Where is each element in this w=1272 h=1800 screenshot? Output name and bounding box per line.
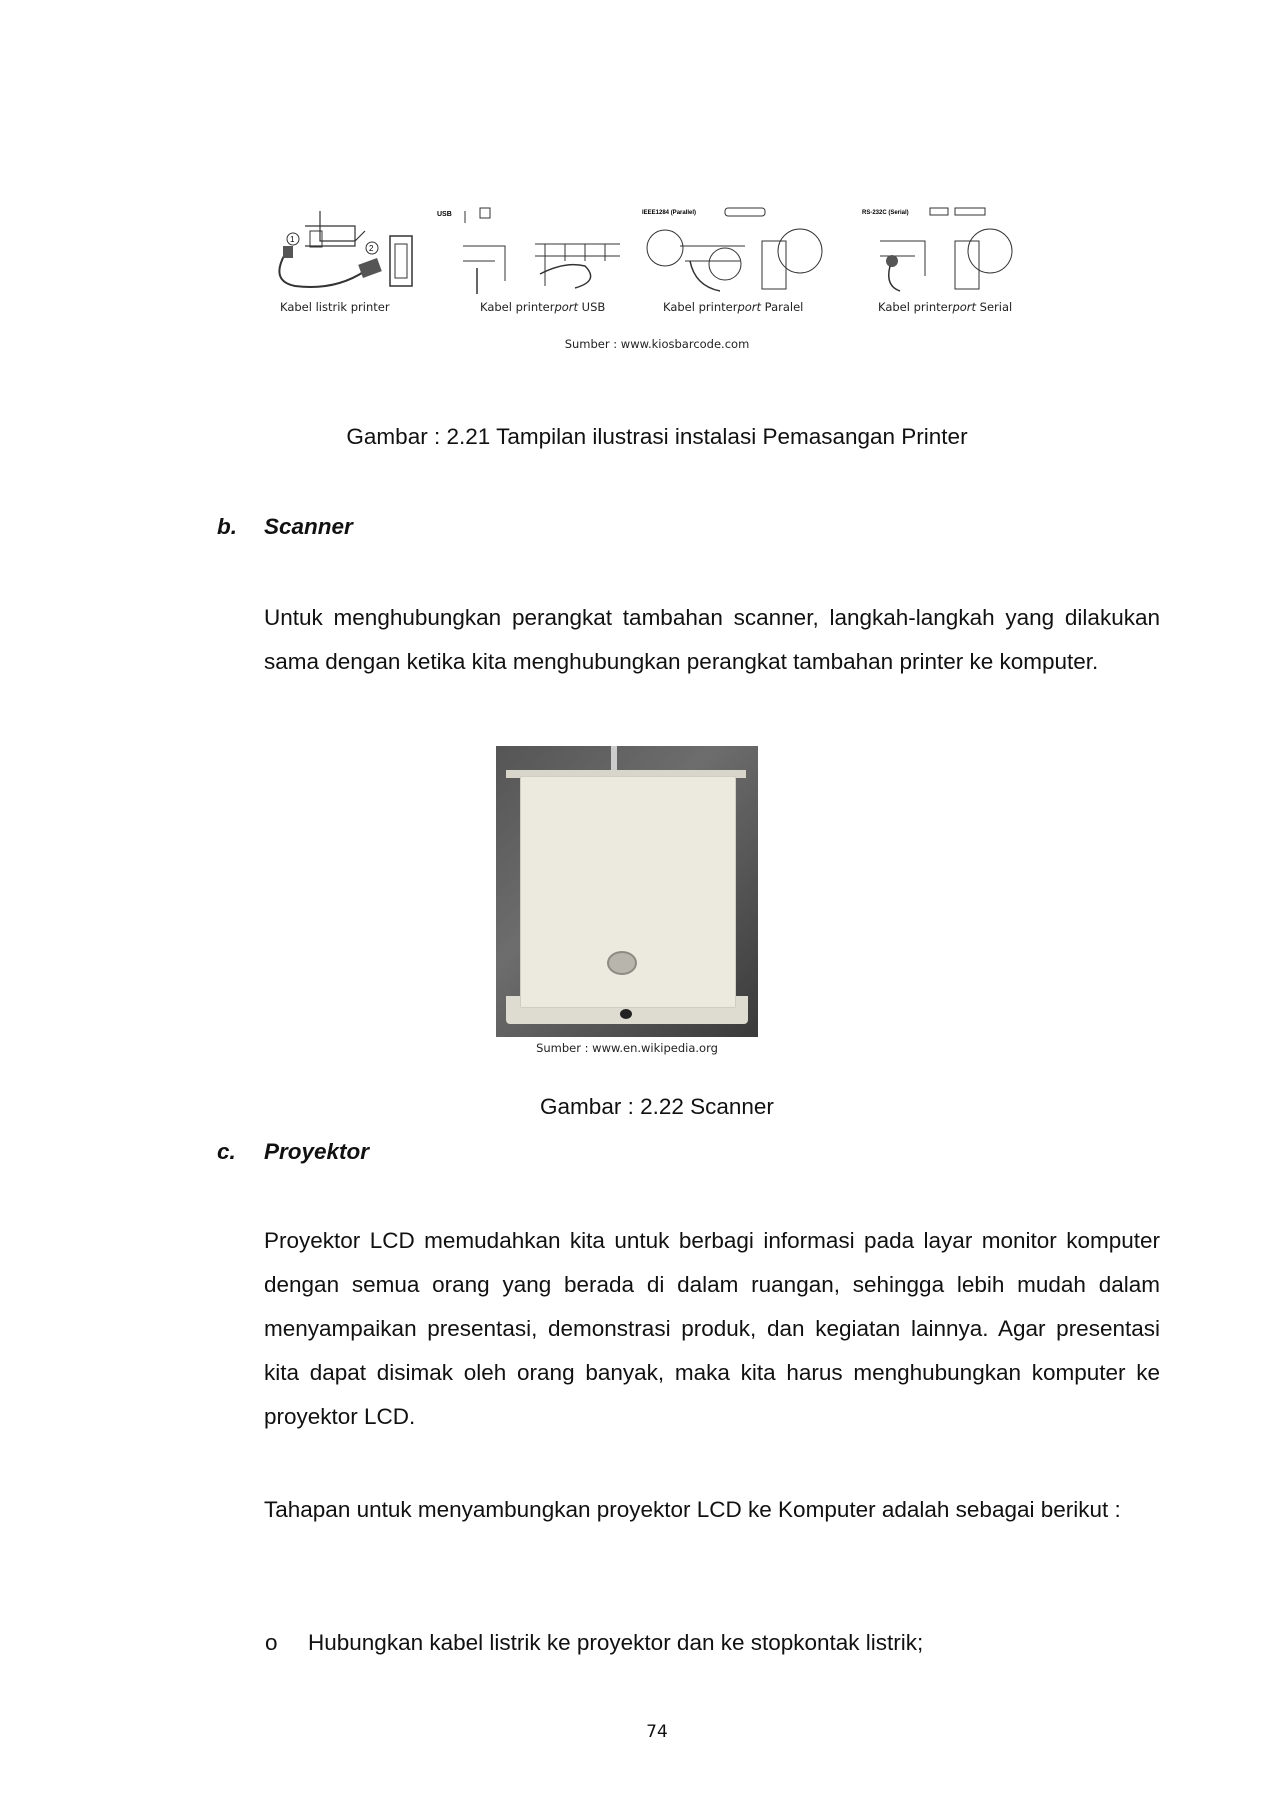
list-item: Hubungkan kabel listrik ke proyektor dan ke stopkontak listrik; bbox=[308, 1630, 924, 1655]
svg-text:RS-232C (Serial): RS-232C (Serial) bbox=[862, 210, 909, 216]
figure-label-usb: Kabel printerport USB bbox=[480, 300, 606, 314]
figure-label-serial: Kabel printerport Serial bbox=[878, 300, 1013, 314]
parallel-cable-illustration bbox=[640, 206, 830, 296]
power-cable-illustration bbox=[265, 206, 425, 296]
usb-cable-illustration bbox=[435, 206, 620, 296]
section-title: Scanner bbox=[264, 514, 353, 539]
svg-text:2: 2 bbox=[369, 244, 374, 253]
paragraph: Proyektor LCD memudahkan kita untuk berbagi informasi pada layar monitor komputer dengan semua orang yang berada di dalam ruangan, sehingga lebih mudah dalam menyampaikan presentasi, demonstrasi produk, dan kegiatan lainnya. Agar presentasi kita dapat disimak oleh orang banyak, maka kita harus menghubungkan komputer ke proyektor LCD. bbox=[264, 1228, 1160, 1429]
svg-text:USB: USB bbox=[437, 211, 452, 218]
section-marker: b. bbox=[217, 514, 237, 539]
figure-caption: Gambar : 2.21 Tampilan ilustrasi instalasi Pemasangan Printer bbox=[346, 424, 968, 449]
bullet-marker: o bbox=[265, 1630, 278, 1655]
serial-cable-illustration bbox=[860, 206, 1030, 296]
paragraph: Tahapan untuk menyambungkan proyektor LCD ke Komputer adalah sebagai berikut : bbox=[264, 1497, 1121, 1522]
figure-label-power: Kabel listrik printer bbox=[280, 300, 390, 314]
scanner-port bbox=[620, 1009, 632, 1019]
figure-caption: Gambar : 2.22 Scanner bbox=[540, 1094, 774, 1119]
paragraph: Untuk menghubungkan perangkat tambahan scanner, langkah-langkah yang dilakukan sama dengan ketika kita menghubungkan perangkat tambahan printer ke komputer. bbox=[264, 605, 1160, 674]
figure-source: Sumber : www.en.wikipedia.org bbox=[536, 1041, 718, 1055]
section-title: Proyektor bbox=[264, 1139, 370, 1164]
scanner-button bbox=[607, 951, 637, 975]
section-marker: c. bbox=[217, 1139, 236, 1164]
svg-text:1: 1 bbox=[290, 235, 295, 244]
page-number: 74 bbox=[646, 1722, 668, 1742]
figure-source: Sumber : www.kiosbarcode.com bbox=[564, 337, 750, 351]
scanner-photo bbox=[496, 746, 758, 1037]
svg-text:IEEE1284 (Parallel): IEEE1284 (Parallel) bbox=[642, 210, 697, 216]
figure-label-parallel: Kabel printerport Paralel bbox=[663, 300, 804, 314]
